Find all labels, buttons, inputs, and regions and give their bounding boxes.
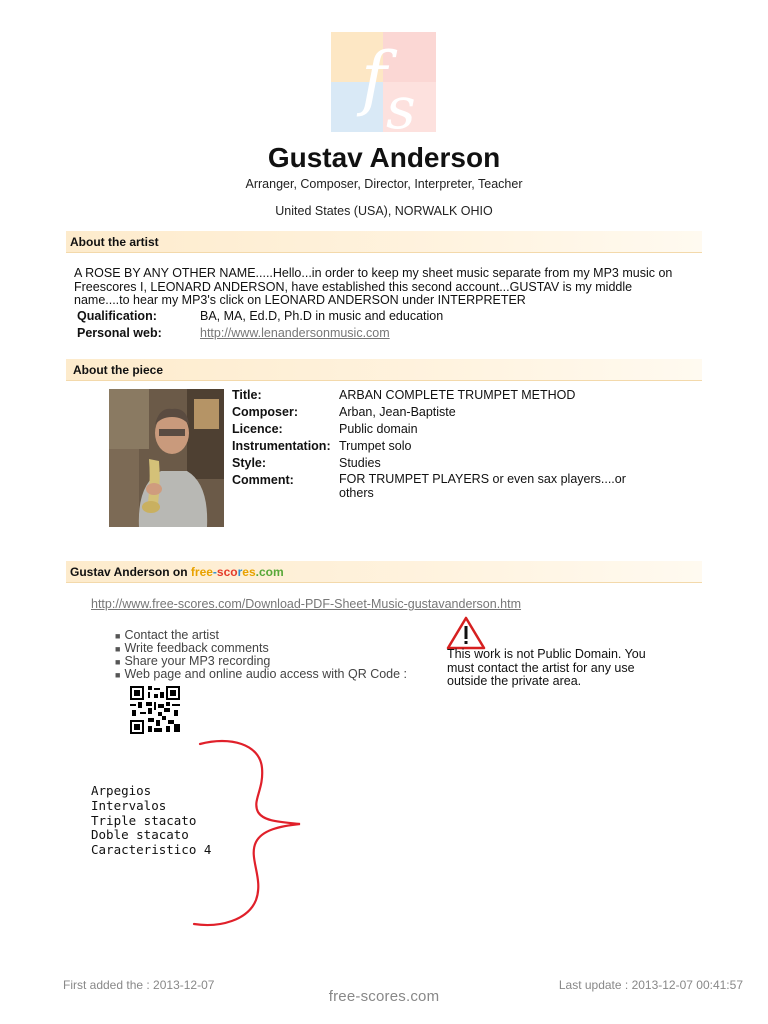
section-about-piece: About the piece: [66, 359, 702, 381]
exercise-item: Triple stacato: [91, 812, 197, 828]
square-bullet-icon: ■: [115, 657, 121, 667]
title-value: ARBAN COMPLETE TRUMPET METHOD: [339, 388, 576, 402]
personal-web-link[interactable]: http://www.lenandersonmusic.com: [200, 326, 390, 340]
bio-line: A ROSE BY ANY OTHER NAME.....Hello...in order to keep my sheet music separate from my MP3 music on: [74, 266, 673, 280]
instrumentation-value: Trumpet solo: [339, 439, 412, 453]
artist-photo: [109, 389, 224, 527]
bio-line: name....to hear my MP3's click on LEONARD ANDERSON under INTERPRETER: [74, 293, 526, 308]
svg-text:s: s: [386, 74, 416, 132]
exercise-item: Doble stacato: [91, 827, 189, 843]
artist-bio: [74, 267, 714, 308]
copyright-warning: [447, 648, 672, 689]
exercise-item: Arpegios: [91, 783, 152, 798]
instrumentation-label: Instrumentation:: [232, 439, 331, 453]
brand-sco: sco: [216, 565, 238, 579]
footer-brand: free-scores.com: [328, 988, 440, 1005]
comment-label: Comment:: [232, 473, 294, 487]
square-bullet-icon: ■: [115, 644, 121, 654]
title-label: Title:: [232, 388, 262, 402]
contact-artist-link[interactable]: ■ Contact the artist: [115, 628, 219, 642]
first-added-date: First added the : 2013-12-07: [63, 978, 215, 992]
comment-line: others: [339, 485, 374, 500]
brand-r: r: [237, 565, 243, 579]
brand-com: .com: [255, 565, 284, 579]
personal-web-label: Personal web:: [77, 326, 162, 340]
composer-value: Arban, Jean-Baptiste: [339, 405, 456, 419]
qualification-value: BA, MA, Ed.D, Ph.D in music and education: [200, 309, 444, 323]
artist-page-link[interactable]: http://www.free-scores.com/Download-PDF-Sheet-Music-gustavanderson.htm: [91, 597, 522, 611]
composer-label: Composer:: [232, 405, 298, 419]
square-bullet-icon: ■: [115, 631, 121, 641]
warning-icon: [446, 616, 486, 650]
last-update-date: Last update : 2013-12-07 00:41:57: [558, 978, 743, 992]
share-mp3-link[interactable]: ■ Share your MP3 recording: [115, 654, 271, 668]
square-bullet-icon: ■: [115, 670, 121, 680]
section-on-free-scores: [66, 561, 702, 583]
warning-line: must contact the artist for any use: [447, 660, 635, 675]
qr-code-icon[interactable]: [130, 686, 180, 734]
licence-label: Licence:: [232, 422, 283, 436]
style-label: Style:: [232, 456, 267, 470]
section-on-free-scores-prefix: Gustav Anderson on: [70, 565, 191, 579]
artist-roles: Arranger, Composer, Director, Interpreter, Teacher: [245, 177, 523, 191]
licence-value: Public domain: [339, 422, 418, 436]
warning-line: This work is not Public Domain. You: [447, 647, 646, 661]
svg-text:f: f: [361, 37, 387, 119]
bio-line: Freescores I, LEONARD ANDERSON, have established this second account...GUSTAV is my middle: [74, 279, 633, 294]
brand-dash: -: [212, 565, 217, 579]
warning-line: outside the private area.: [447, 674, 582, 689]
artist-name: Gustav Anderson: [267, 142, 501, 173]
write-feedback-link[interactable]: ■ Write feedback comments: [115, 641, 269, 655]
web-page-qr-link[interactable]: ■ Web page and online audio access with QR Code :: [115, 667, 408, 681]
style-value: Studies: [339, 456, 381, 470]
free-scores-logo: [331, 32, 436, 132]
brand-free: free: [190, 565, 213, 579]
exercise-item: Caracteristico 4: [91, 842, 212, 858]
comment-value: [339, 473, 626, 500]
exercise-item: Intervalos: [91, 797, 167, 813]
brand-es: es: [242, 565, 256, 579]
qualification-label: Qualification:: [77, 309, 157, 323]
handdrawn-brace: [190, 738, 305, 933]
comment-line: FOR TRUMPET PLAYERS or even sax players....or: [339, 472, 626, 486]
artist-location: United States (USA), NORWALK OHIO: [275, 204, 493, 218]
section-about-artist: About the artist: [66, 231, 702, 253]
